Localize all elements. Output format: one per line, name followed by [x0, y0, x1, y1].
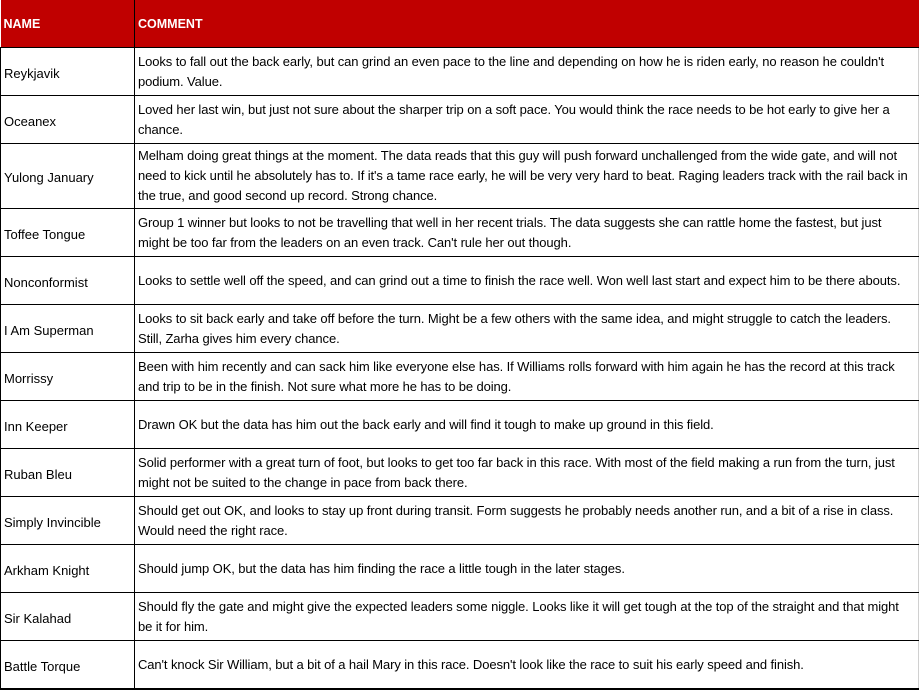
- table-row: [1, 209, 919, 257]
- table-row: [1, 144, 919, 209]
- comment-cell: Melham doing great things at the moment. The data reads that this guy will push forward unchallenged from the wide gate, and will not need to kick until he absolutely has to. If it's a tame race early, he will be very very hard to beat. Raging leaders track with the rail back in the true, and good second up record. Strong chance.: [135, 144, 919, 209]
- comment-cell: Looks to sit back early and take off before the turn. Might be a few others with the same idea, and might struggle to catch the leaders. Still, Zarha gives him every chance.: [135, 305, 919, 353]
- comment-cell: Can't knock Sir William, but a bit of a hail Mary in this race. Doesn't look like the race to suit his early speed and finish.: [135, 641, 919, 690]
- table-row: [1, 305, 919, 353]
- comment-cell: Should get out OK, and looks to stay up front during transit. Form suggests he probably needs another run, and a bit of a rise in class. Would need the right race.: [135, 497, 919, 545]
- comment-cell: Drawn OK but the data has him out the back early and will find it tough to make up ground in this field.: [135, 401, 919, 449]
- horse-name-cell: Oceanex: [1, 96, 135, 144]
- comment-cell: Looks to settle well off the speed, and can grind out a time to finish the race well. Won well last start and expect him to be there abouts.: [135, 257, 919, 305]
- comment-cell: Looks to fall out the back early, but can grind an even pace to the line and depending on how he is riden early, no reason he couldn't podium. Value.: [135, 48, 919, 96]
- horse-name-cell: Arkham Knight: [1, 545, 135, 593]
- name-column-header: NAME: [1, 0, 135, 48]
- horse-name-cell: Yulong January: [1, 144, 135, 209]
- horse-name-cell: Toffee Tongue: [1, 209, 135, 257]
- table-row: [1, 257, 919, 305]
- horse-name-cell: Ruban Bleu: [1, 449, 135, 497]
- comment-cell: Loved her last win, but just not sure about the sharper trip on a soft pace. You would think the race needs to be hot early to give her a chance.: [135, 96, 919, 144]
- table-row: [1, 593, 919, 641]
- comment-cell: Should jump OK, but the data has him finding the race a little tough in the later stages.: [135, 545, 919, 593]
- table-row: [1, 96, 919, 144]
- table-row: [1, 353, 919, 401]
- horse-name-cell: Morrissy: [1, 353, 135, 401]
- horse-name-cell: Nonconformist: [1, 257, 135, 305]
- table-row: [1, 449, 919, 497]
- comment-cell: Solid performer with a great turn of foot, but looks to get too far back in this race. With most of the field making a run from the turn, just might not be suited to the change in pace from back there.: [135, 449, 919, 497]
- horse-name-cell: Sir Kalahad: [1, 593, 135, 641]
- horse-name-cell: Simply Invincible: [1, 497, 135, 545]
- comment-cell: Group 1 winner but looks to not be travelling that well in her recent trials. The data suggests she can rattle home the fastest, but just might be too far from the leaders on an even track. Can't rule her out though.: [135, 209, 919, 257]
- header-row: [1, 0, 919, 48]
- table-row: [1, 545, 919, 593]
- comment-cell: Been with him recently and can sack him like everyone else has. If Williams rolls forward with him again he has the record at this track and trip to be in the finish. Not sure what more he has to be doing.: [135, 353, 919, 401]
- horse-name-cell: Battle Torque: [1, 641, 135, 690]
- horse-name-cell: Inn Keeper: [1, 401, 135, 449]
- table-row: [1, 497, 919, 545]
- table-row: [1, 641, 919, 690]
- comment-cell: Should fly the gate and might give the expected leaders some niggle. Looks like it will get tough at the top of the straight and that might be it for him.: [135, 593, 919, 641]
- table-row: [1, 48, 919, 96]
- table-row: [1, 401, 919, 449]
- horse-name-cell: Reykjavik: [1, 48, 135, 96]
- horse-name-cell: I Am Superman: [1, 305, 135, 353]
- comment-column-header: COMMENT: [135, 0, 919, 48]
